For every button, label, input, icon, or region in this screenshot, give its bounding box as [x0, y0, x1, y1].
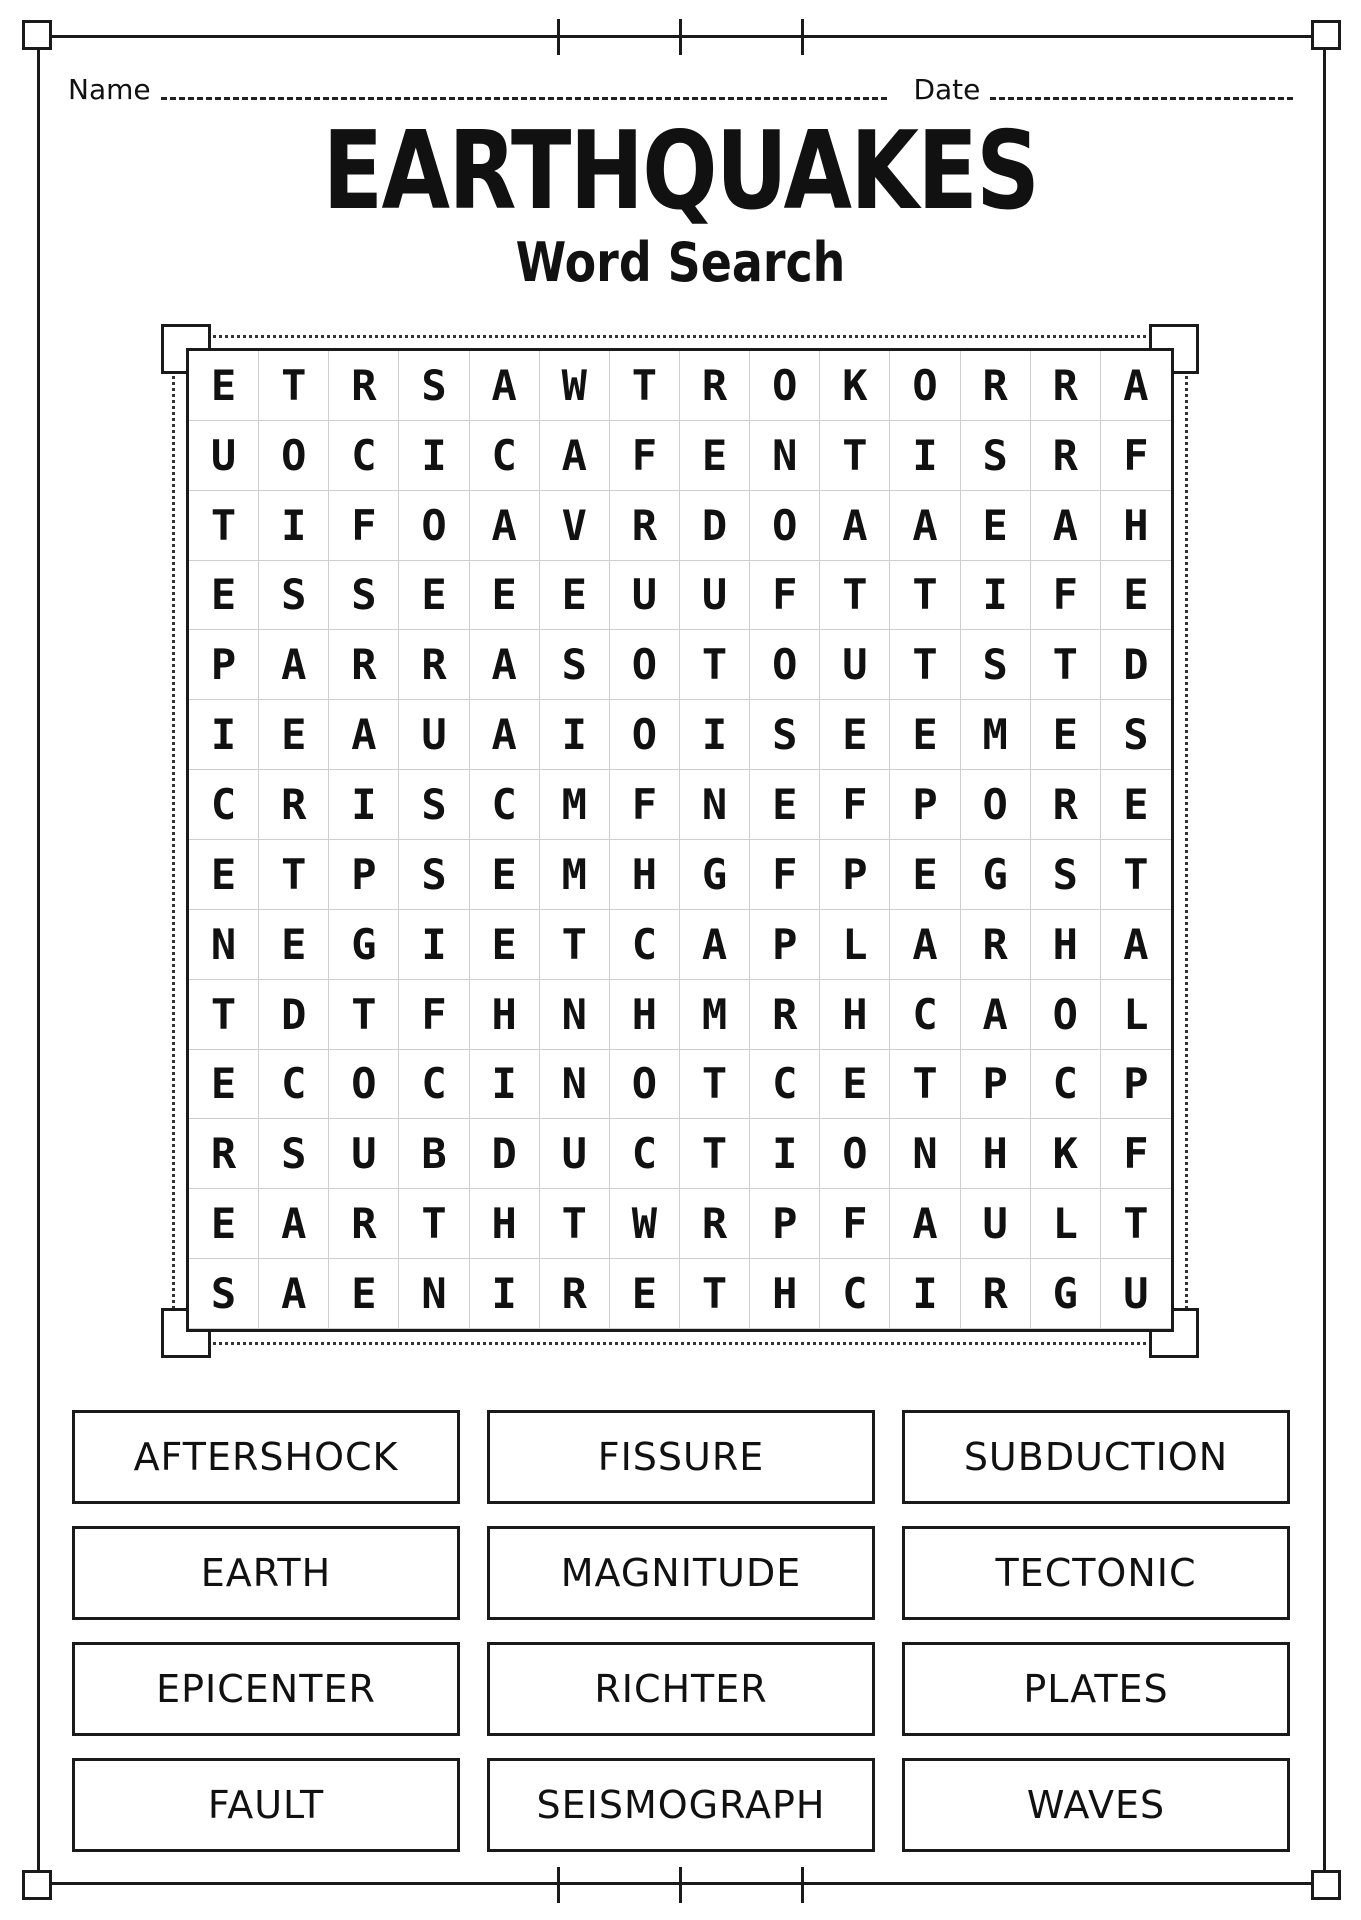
grid-cell[interactable]: U: [329, 1119, 399, 1189]
grid-cell[interactable]: O: [610, 630, 680, 700]
grid-cell[interactable]: P: [189, 630, 259, 700]
grid-cell[interactable]: H: [470, 980, 540, 1050]
grid-cell[interactable]: O: [610, 700, 680, 770]
grid-cell[interactable]: T: [890, 561, 960, 631]
grid-cell[interactable]: K: [820, 351, 890, 421]
grid-cell[interactable]: R: [961, 910, 1031, 980]
grid-cell[interactable]: E: [820, 700, 890, 770]
grid-cell[interactable]: T: [189, 491, 259, 561]
word-bank: [72, 1410, 1290, 1852]
grid-cell[interactable]: S: [399, 840, 469, 910]
grid-cell[interactable]: K: [1031, 1119, 1101, 1189]
grid-cell[interactable]: R: [399, 630, 469, 700]
grid-cell[interactable]: H: [470, 1189, 540, 1259]
grid-cell[interactable]: E: [820, 1050, 890, 1120]
grid-cell[interactable]: R: [750, 980, 820, 1050]
word-box: PLATES: [902, 1642, 1290, 1736]
grid-cell[interactable]: U: [1101, 1259, 1171, 1329]
grid-cell[interactable]: O: [750, 630, 820, 700]
grid-cell[interactable]: C: [470, 421, 540, 491]
grid-cell[interactable]: O: [890, 351, 960, 421]
page-subtitle: Word Search: [515, 231, 846, 294]
grid-cell[interactable]: A: [890, 491, 960, 561]
grid-cell[interactable]: A: [1031, 491, 1101, 561]
grid-cell[interactable]: M: [961, 700, 1031, 770]
grid-cell[interactable]: N: [680, 770, 750, 840]
grid-cell[interactable]: C: [610, 1119, 680, 1189]
grid-cell[interactable]: A: [470, 700, 540, 770]
grid-cell[interactable]: D: [1101, 630, 1171, 700]
grid-cell[interactable]: F: [820, 1189, 890, 1259]
grid-cell[interactable]: U: [961, 1189, 1031, 1259]
grid-cell[interactable]: P: [820, 840, 890, 910]
grid-cell[interactable]: R: [961, 1259, 1031, 1329]
grid-cell[interactable]: L: [1031, 1189, 1101, 1259]
grid-cell[interactable]: F: [820, 770, 890, 840]
grid-cell[interactable]: E: [189, 840, 259, 910]
grid-cell[interactable]: A: [820, 491, 890, 561]
name-label: Name: [68, 73, 151, 106]
grid-cell[interactable]: C: [1031, 1050, 1101, 1120]
word-box: FAULT: [72, 1758, 460, 1852]
grid-cell[interactable]: T: [610, 351, 680, 421]
grid-cell[interactable]: A: [329, 700, 399, 770]
grid-cell[interactable]: A: [259, 630, 329, 700]
grid-cell[interactable]: T: [540, 1189, 610, 1259]
grid-cell[interactable]: S: [189, 1259, 259, 1329]
grid-cell[interactable]: E: [189, 1189, 259, 1259]
grid-cell[interactable]: S: [399, 351, 469, 421]
grid-cell[interactable]: N: [890, 1119, 960, 1189]
grid-cell[interactable]: F: [1101, 421, 1171, 491]
grid-cell[interactable]: O: [750, 491, 820, 561]
grid-cell[interactable]: R: [329, 351, 399, 421]
grid-cell[interactable]: G: [1031, 1259, 1101, 1329]
grid-cell[interactable]: T: [820, 421, 890, 491]
grid-cell[interactable]: F: [1031, 561, 1101, 631]
grid-cell[interactable]: H: [1101, 491, 1171, 561]
grid-cell[interactable]: S: [399, 770, 469, 840]
grid-cell[interactable]: E: [189, 1050, 259, 1120]
grid-cell[interactable]: S: [540, 630, 610, 700]
grid-cell[interactable]: T: [259, 840, 329, 910]
grid-cell[interactable]: T: [1031, 630, 1101, 700]
grid-cell[interactable]: E: [189, 351, 259, 421]
grid-cell[interactable]: A: [1101, 910, 1171, 980]
grid-cell[interactable]: R: [961, 351, 1031, 421]
word-box: FISSURE: [487, 1410, 875, 1504]
grid-cell[interactable]: I: [470, 1050, 540, 1120]
grid-cell[interactable]: H: [750, 1259, 820, 1329]
grid-cell[interactable]: C: [750, 1050, 820, 1120]
grid-cell[interactable]: O: [820, 1119, 890, 1189]
grid-cell[interactable]: R: [680, 351, 750, 421]
grid-cell[interactable]: D: [259, 980, 329, 1050]
grid-cell[interactable]: S: [961, 630, 1031, 700]
grid-cell[interactable]: N: [540, 980, 610, 1050]
grid-cell[interactable]: A: [470, 351, 540, 421]
date-label: Date: [913, 73, 981, 106]
word-box: EPICENTER: [72, 1642, 460, 1736]
grid-cell[interactable]: F: [750, 561, 820, 631]
grid-cell[interactable]: C: [399, 1050, 469, 1120]
grid-cell[interactable]: M: [540, 770, 610, 840]
grid-cell[interactable]: E: [1101, 561, 1171, 631]
grid-cell[interactable]: H: [610, 840, 680, 910]
grid-cell[interactable]: I: [470, 1259, 540, 1329]
word-box: WAVES: [902, 1758, 1290, 1852]
grid-cell[interactable]: U: [399, 700, 469, 770]
grid-cell[interactable]: T: [680, 630, 750, 700]
grid-cell[interactable]: E: [1031, 700, 1101, 770]
grid-cell[interactable]: E: [470, 840, 540, 910]
grid-cell[interactable]: I: [750, 1119, 820, 1189]
grid-cell[interactable]: I: [680, 700, 750, 770]
grid-cell[interactable]: T: [820, 561, 890, 631]
grid-cell[interactable]: F: [329, 491, 399, 561]
grid-cell[interactable]: R: [259, 770, 329, 840]
grid-cell[interactable]: O: [610, 1050, 680, 1120]
grid-cell[interactable]: O: [259, 421, 329, 491]
grid-cell[interactable]: O: [329, 1050, 399, 1120]
grid-cell[interactable]: T: [540, 910, 610, 980]
grid-cell[interactable]: N: [750, 421, 820, 491]
frame-corner-top-right: [1311, 20, 1341, 50]
grid-cell[interactable]: E: [189, 561, 259, 631]
grid-cell[interactable]: H: [610, 980, 680, 1050]
frame-tick: [801, 19, 804, 55]
grid-cell[interactable]: T: [1101, 1189, 1171, 1259]
grid-cell[interactable]: F: [399, 980, 469, 1050]
grid-cell[interactable]: C: [890, 980, 960, 1050]
grid-cell[interactable]: S: [259, 561, 329, 631]
grid-cell[interactable]: N: [189, 910, 259, 980]
grid-cell[interactable]: P: [750, 1189, 820, 1259]
grid-cell[interactable]: R: [329, 630, 399, 700]
grid-cell[interactable]: V: [540, 491, 610, 561]
grid-cell[interactable]: F: [610, 421, 680, 491]
grid-cell[interactable]: U: [540, 1119, 610, 1189]
grid-cell[interactable]: P: [1101, 1050, 1171, 1120]
grid-cell[interactable]: R: [329, 1189, 399, 1259]
grid-cell[interactable]: E: [1101, 770, 1171, 840]
frame-corner-bottom-right: [1311, 1870, 1341, 1900]
frame-tick: [557, 19, 560, 55]
grid-cell[interactable]: C: [329, 421, 399, 491]
grid-cell[interactable]: I: [399, 910, 469, 980]
frame-corner-top-left: [22, 20, 52, 50]
grid-cell[interactable]: T: [680, 1259, 750, 1329]
grid-cell[interactable]: D: [680, 491, 750, 561]
grid-cell[interactable]: C: [820, 1259, 890, 1329]
grid-cell[interactable]: P: [961, 1050, 1031, 1120]
frame-tick: [557, 1867, 560, 1903]
grid-cell[interactable]: O: [399, 491, 469, 561]
grid-cell[interactable]: C: [470, 770, 540, 840]
grid-cell[interactable]: S: [259, 1119, 329, 1189]
grid-cell[interactable]: E: [470, 561, 540, 631]
grid-cell[interactable]: E: [961, 491, 1031, 561]
grid-cell[interactable]: E: [890, 840, 960, 910]
grid-cell[interactable]: M: [680, 980, 750, 1050]
frame-tick: [801, 1867, 804, 1903]
grid-cell[interactable]: E: [470, 910, 540, 980]
grid-cell[interactable]: T: [399, 1189, 469, 1259]
word-box: RICHTER: [487, 1642, 875, 1736]
grid-cell[interactable]: R: [680, 1189, 750, 1259]
grid-cell[interactable]: A: [470, 630, 540, 700]
grid-cell[interactable]: A: [680, 910, 750, 980]
grid-cell[interactable]: P: [329, 840, 399, 910]
grid-cell[interactable]: A: [1101, 351, 1171, 421]
grid-cell[interactable]: I: [890, 1259, 960, 1329]
grid-cell[interactable]: F: [1101, 1119, 1171, 1189]
word-box: TECTONIC: [902, 1526, 1290, 1620]
name-date-row: [68, 66, 1293, 106]
grid-cell[interactable]: I: [259, 491, 329, 561]
grid-cell[interactable]: T: [680, 1050, 750, 1120]
grid-cell[interactable]: H: [820, 980, 890, 1050]
grid-cell[interactable]: P: [750, 910, 820, 980]
grid-cell[interactable]: S: [1101, 700, 1171, 770]
grid-cell[interactable]: R: [1031, 351, 1101, 421]
grid-cell[interactable]: U: [680, 561, 750, 631]
grid-cell[interactable]: S: [961, 421, 1031, 491]
page-title: EARTHQUAKES: [322, 109, 1039, 234]
grid-cell[interactable]: W: [610, 1189, 680, 1259]
grid-cell[interactable]: R: [189, 1119, 259, 1189]
grid-cell[interactable]: D: [470, 1119, 540, 1189]
grid-cell[interactable]: I: [399, 421, 469, 491]
grid-cell[interactable]: O: [1031, 980, 1101, 1050]
grid-cell[interactable]: G: [680, 840, 750, 910]
grid-cell[interactable]: A: [540, 421, 610, 491]
date-field[interactable]: [990, 97, 1293, 100]
grid-cell[interactable]: U: [820, 630, 890, 700]
grid-cell[interactable]: E: [399, 561, 469, 631]
word-box: SUBDUCTION: [902, 1410, 1290, 1504]
frame-tick: [679, 19, 682, 55]
grid-cell[interactable]: A: [470, 491, 540, 561]
grid-cell[interactable]: E: [680, 421, 750, 491]
grid-cell[interactable]: H: [1031, 910, 1101, 980]
frame-corner-bottom-left: [22, 1870, 52, 1900]
grid-cell[interactable]: R: [1031, 421, 1101, 491]
grid-cell[interactable]: N: [540, 1050, 610, 1120]
grid-cell[interactable]: T: [680, 1119, 750, 1189]
grid-cell[interactable]: G: [329, 910, 399, 980]
grid-cell[interactable]: E: [540, 561, 610, 631]
grid-cell[interactable]: E: [329, 1259, 399, 1329]
grid-cell[interactable]: T: [329, 980, 399, 1050]
grid-cell[interactable]: T: [1101, 840, 1171, 910]
grid-cell[interactable]: A: [259, 1259, 329, 1329]
grid-cell[interactable]: I: [189, 700, 259, 770]
grid-cell[interactable]: H: [961, 1119, 1031, 1189]
grid-cell[interactable]: I: [540, 700, 610, 770]
grid-cell[interactable]: I: [890, 421, 960, 491]
grid-cell[interactable]: L: [820, 910, 890, 980]
grid-cell[interactable]: E: [259, 910, 329, 980]
grid-cell[interactable]: I: [961, 561, 1031, 631]
grid-cell[interactable]: A: [259, 1189, 329, 1259]
grid-cell[interactable]: F: [750, 840, 820, 910]
grid-cell[interactable]: A: [890, 1189, 960, 1259]
grid-cell[interactable]: E: [610, 1259, 680, 1329]
grid-cell[interactable]: E: [750, 770, 820, 840]
name-field[interactable]: [161, 97, 888, 100]
grid-cell[interactable]: R: [540, 1259, 610, 1329]
grid-cell[interactable]: E: [259, 700, 329, 770]
grid-cell[interactable]: G: [961, 840, 1031, 910]
grid-cell[interactable]: S: [329, 561, 399, 631]
grid-cell[interactable]: O: [961, 770, 1031, 840]
grid-cell[interactable]: T: [189, 980, 259, 1050]
grid-cell[interactable]: P: [890, 770, 960, 840]
grid-cell[interactable]: L: [1101, 980, 1171, 1050]
grid-cell[interactable]: C: [259, 1050, 329, 1120]
grid-cell[interactable]: E: [890, 700, 960, 770]
word-box: AFTERSHOCK: [72, 1410, 460, 1504]
grid-cell[interactable]: A: [961, 980, 1031, 1050]
grid-cell[interactable]: I: [329, 770, 399, 840]
word-box: MAGNITUDE: [487, 1526, 875, 1620]
grid-cell[interactable]: U: [610, 561, 680, 631]
grid-cell[interactable]: W: [540, 351, 610, 421]
word-box: EARTH: [72, 1526, 460, 1620]
grid-cell[interactable]: T: [890, 630, 960, 700]
grid-cell[interactable]: T: [259, 351, 329, 421]
grid-cell[interactable]: F: [610, 770, 680, 840]
grid-cell[interactable]: S: [1031, 840, 1101, 910]
grid-cell[interactable]: A: [890, 910, 960, 980]
letter-grid: [186, 348, 1174, 1332]
grid-cell[interactable]: R: [1031, 770, 1101, 840]
grid-cell[interactable]: O: [750, 351, 820, 421]
frame-tick: [679, 1867, 682, 1903]
grid-cell[interactable]: T: [890, 1050, 960, 1120]
grid-cell[interactable]: B: [399, 1119, 469, 1189]
grid-cell[interactable]: N: [399, 1259, 469, 1329]
grid-cell[interactable]: M: [540, 840, 610, 910]
grid-cell[interactable]: S: [750, 700, 820, 770]
grid-cell[interactable]: U: [189, 421, 259, 491]
word-box: SEISMOGRAPH: [487, 1758, 875, 1852]
grid-cell[interactable]: C: [189, 770, 259, 840]
grid-cell[interactable]: C: [610, 910, 680, 980]
grid-cell[interactable]: R: [610, 491, 680, 561]
